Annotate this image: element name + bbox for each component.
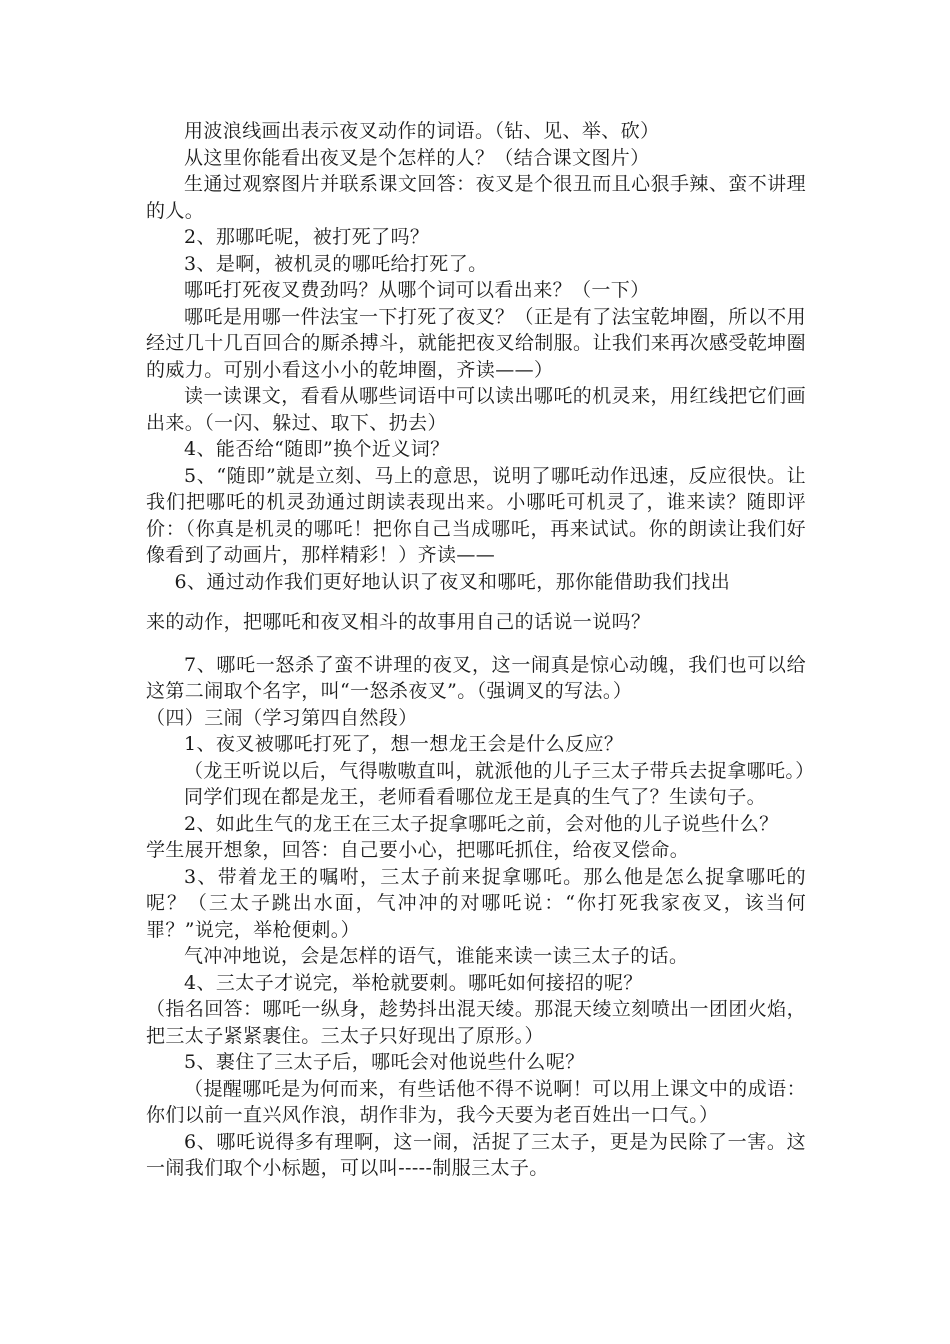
paragraph-3: 生通过观察图片并联系课文回答：夜叉是个很丑而且心狠手辣、蛮不讲理的人。 xyxy=(146,173,806,222)
paragraph-18: 学生展开想象，回答：自己要小心，把哪吒抓住，给夜叉偿命。 xyxy=(146,839,690,861)
paragraph-16: 同学们现在都是龙王，老师看看哪位龙王是真的生气了？生读句子。 xyxy=(184,786,767,808)
paragraph-1: 用波浪线画出表示夜叉动作的词语。（钻、见、举、砍） xyxy=(184,120,660,142)
paragraph-9: 4、能否给“随即”换个近义词？ xyxy=(184,438,450,460)
paragraph-19: 3、带着龙王的嘱咐，三太子前来捉拿哪吒。那么他是怎么捉拿哪吒的呢？（三太子跳出水面，气冲冲的对哪吒说：“你打死我家夜叉，该当何罪？”说完，举枪便刺。） xyxy=(146,865,806,941)
paragraph-12: 来的动作，把哪吒和夜叉相斗的故事用自己的话说一说吗？ xyxy=(146,611,651,633)
paragraph-15: （龙王听说以后，气得嗷嗷直叫，就派他的儿子三太子带兵去捉拿哪吒。） xyxy=(184,759,815,782)
paragraph-7: 哪吒是用哪一件法宝一下打死了夜叉？（正是有了法宝乾坤圈，所以不用经过几十几百回合的厮杀搏斗，就能把夜叉给制服。让我们来再次感受乾坤圈的威力。可别小看这小小的乾坤圈，齐读——） xyxy=(146,305,806,381)
paragraph-10: 5、“随即”就是立刻、马上的意思，说明了哪吒动作迅速，反应很快。让我们把哪吒的机灵劲通过朗读表现出来。小哪吒可机灵了，谁来读？随即评价：（你真是机灵的哪吒！把你自己当成哪吒，再来试试。你的朗读让我们好像看到了动画片，那样精彩！）齐读—— xyxy=(146,464,806,566)
paragraph-21: 4、三太子才说完，举枪就要刺。哪吒如何接招的呢？ xyxy=(184,971,643,994)
paragraph-2: 从这里你能看出夜叉是个怎样的人？（结合课文图片） xyxy=(184,146,650,169)
paragraph-6: 哪吒打死夜叉费劲吗？从哪个词可以看出来？（一下） xyxy=(184,279,650,301)
paragraph-14: 1、夜叉被哪吒打死了，想一想龙王会是什么反应？ xyxy=(184,733,624,755)
paragraph-4: 2、那哪吒呢，被打死了吗？ xyxy=(184,226,430,248)
section-heading: （四）三闹（学习第四自然段） xyxy=(146,706,418,729)
paragraph-25: 6、哪吒说得多有理啊，这一闹，活捉了三太子，更是为民除了一害。这一闹我们取个小标题，可以叫-----制服三太子。 xyxy=(146,1130,806,1179)
paragraph-17: 2、如此生气的龙王在三太子捉拿哪吒之前，会对他的儿子说些什么？ xyxy=(184,812,779,835)
paragraph-20: 气冲冲地说，会是怎样的语气，谁能来读一读三太子的话。 xyxy=(184,945,689,967)
paragraph-11: 6、通过动作我们更好地认识了夜叉和哪吒，那你能借助我们找出 xyxy=(174,570,731,593)
document-body xyxy=(146,118,815,1182)
paragraph-5: 3、是啊，被机灵的哪吒给打死了。 xyxy=(184,252,488,275)
paragraph-13: 7、哪吒一怒杀了蛮不讲理的夜叉，这一闹真是惊心动魄，我们也可以给这第二闹取个名字，叫“一怒杀夜叉”。（强调叉的写法。） xyxy=(146,653,806,702)
paragraph-23: 5、裹住了三太子后，哪吒会对他说些什么呢？ xyxy=(184,1051,585,1073)
paragraph-22: （指名回答：哪吒一纵身，趁势抖出混天绫。那混天绫立刻喷出一团团火焰，把三太子紧紧裹住。三太子只好现出了原形。） xyxy=(146,998,806,1047)
paragraph-8: 读一读课文，看看从哪些词语中可以读出哪吒的机灵来，用红线把它们画出来。（一闪、躲过、取下、扔去） xyxy=(146,385,806,434)
paragraph-24: （提醒哪吒是为何而来，有些话他不得不说啊！可以用上课文中的成语：你们以前一直兴风作浪，胡作非为，我今天要为老百姓出一口气。） xyxy=(146,1077,806,1126)
